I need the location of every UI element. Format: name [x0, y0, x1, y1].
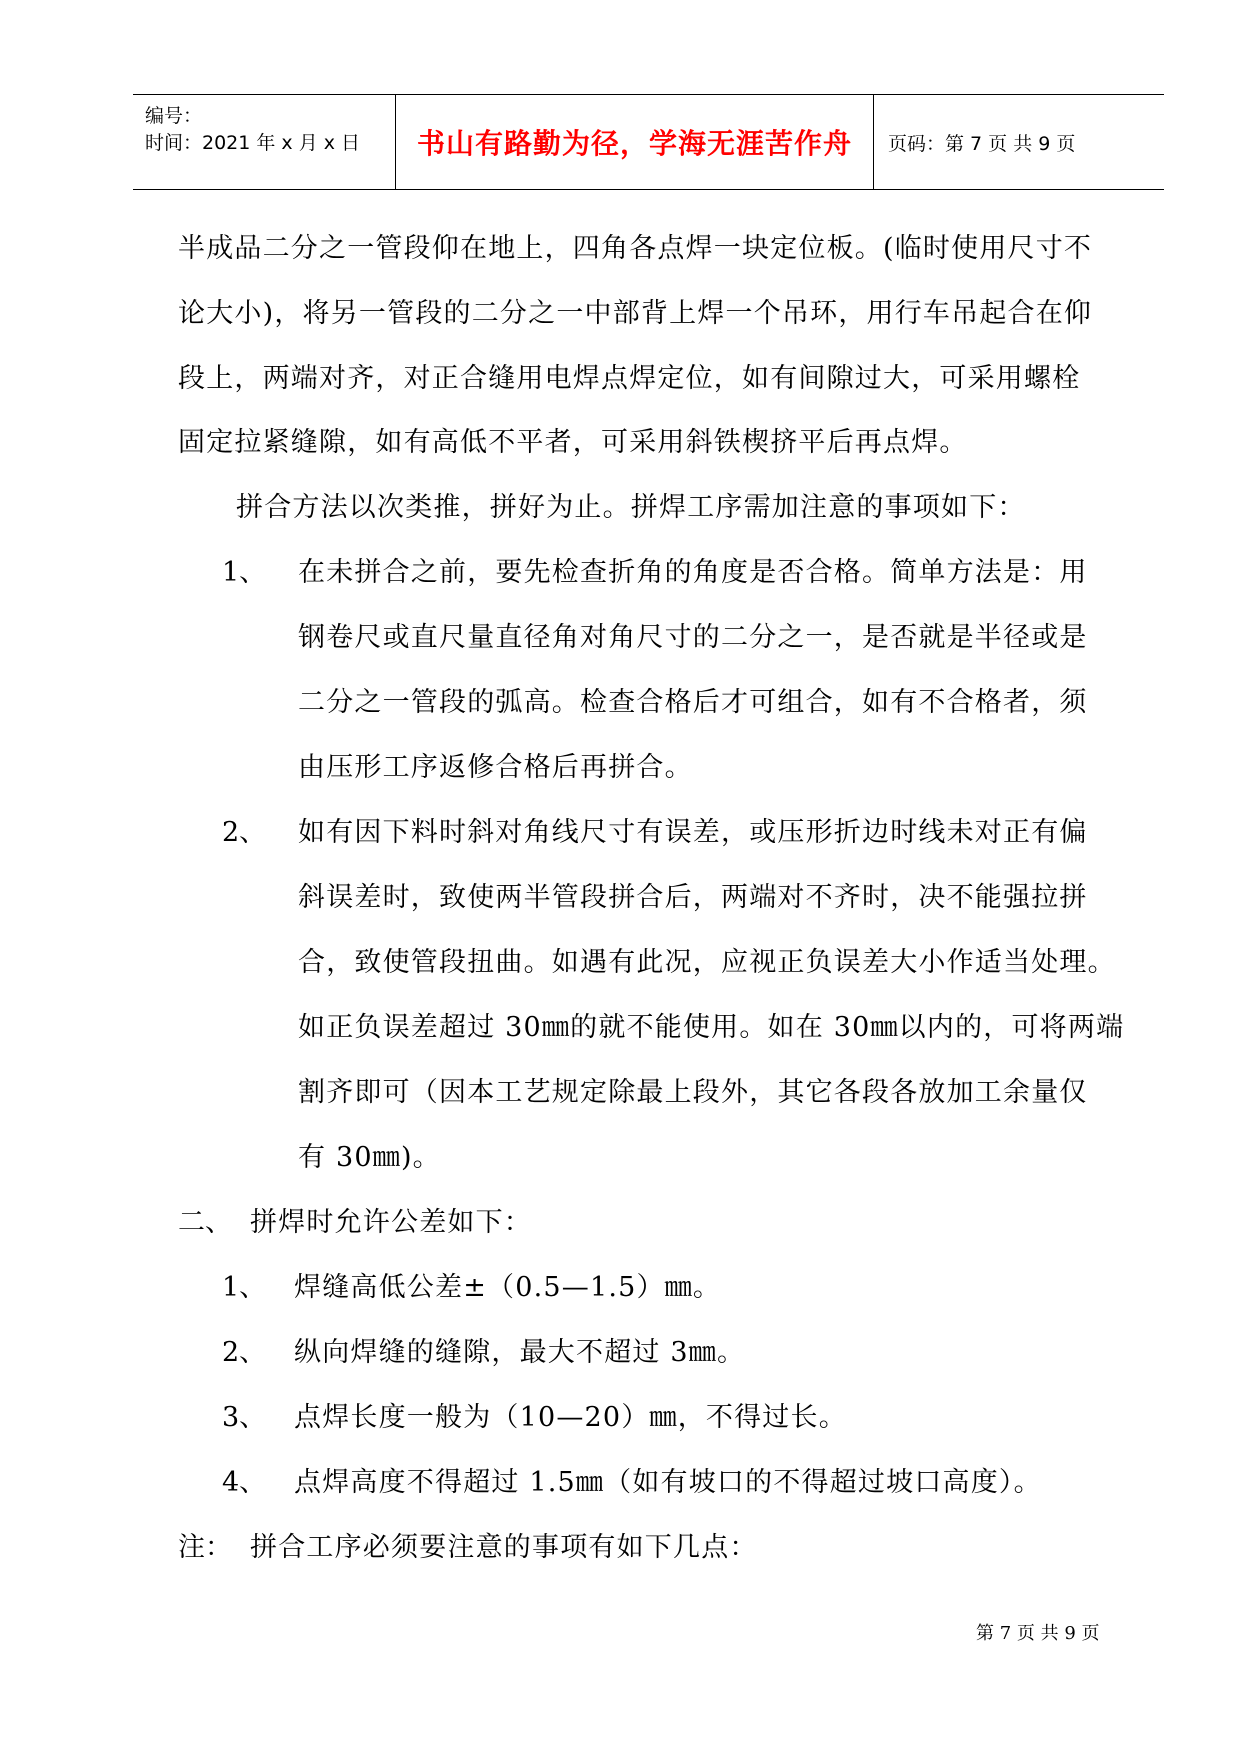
list-item-line: 割齐即可（因本工艺规定除最上段外，其它各段各放加工余量仅	[298, 1077, 1088, 1108]
header-page-cell	[874, 95, 1164, 189]
page-number-label: 页码：第 7 页 共 9 页	[888, 132, 1076, 155]
tolerance-item-text: 纵向焊缝的缝隙，最大不超过 3㎜。	[294, 1337, 746, 1368]
serial-number-label: 编号：	[145, 105, 203, 127]
tolerance-item-number: 4、	[222, 1467, 267, 1498]
tolerance-item-number: 2、	[222, 1337, 267, 1368]
list-item-line: 有 30㎜)。	[298, 1142, 441, 1173]
tolerance-item-text: 点焊长度一般为（10—20）㎜，不得过长。	[294, 1402, 847, 1433]
list-item-line: 钢卷尺或直尺量直径角对角尺寸的二分之一，是否就是半径或是	[298, 622, 1088, 653]
paragraph1-line: 论大小)，将另一管段的二分之一中部背上焊一个吊环，用行车吊起合在仰	[178, 298, 1093, 329]
list-item-line: 斜误差时，致使两半管段拼合后，两端对不齐时，决不能强拉拼	[298, 882, 1088, 913]
section-number: 二、	[178, 1207, 232, 1238]
list-item-line: 如有因下料时斜对角线尺寸有误差，或压形折边时线未对正有偏	[298, 817, 1088, 848]
tolerance-item-text: 焊缝高低公差±（0.5—1.5）㎜。	[294, 1272, 722, 1303]
list-item-line: 二分之一管段的弧高。检查合格后才可组合，如有不合格者，须	[298, 687, 1088, 718]
list-item-line: 合，致使管段扭曲。如遇有此况，应视正负误差大小作适当处理。	[298, 947, 1116, 978]
tolerance-item-number: 3、	[222, 1402, 267, 1433]
motto-text: 书山有路勤为径，学海无涯苦作舟	[416, 127, 852, 160]
paragraph2: 拼合方法以次类推，拼好为止。拼焊工序需加注意的事项如下：	[236, 492, 1026, 523]
list-item-line: 如正负误差超过 30㎜的就不能使用。如在 30㎜以内的，可将两端	[298, 1012, 1125, 1043]
paragraph1-line: 半成品二分之一管段仰在地上，四角各点焊一块定位板。(临时使用尺寸不	[178, 233, 1093, 264]
list-item-number: 2、	[222, 817, 267, 848]
header-motto-cell	[396, 95, 874, 189]
paragraph1-line: 段上，两端对齐，对正合缝用电焊点焊定位，如有间隙过大，可采用螺栓	[178, 363, 1081, 394]
note-label: 注：	[178, 1532, 232, 1563]
list-item-line: 在未拼合之前，要先检查折角的角度是否合格。简单方法是：用	[298, 557, 1088, 588]
header-meta-cell	[133, 95, 396, 189]
page-footer: 第 7 页 共 9 页	[976, 1623, 1100, 1644]
list-item-number: 1、	[222, 557, 267, 588]
section-title: 拼焊时允许公差如下：	[250, 1207, 532, 1238]
page-header	[133, 94, 1164, 190]
note-text: 拼合工序必须要注意的事项有如下几点：	[250, 1532, 758, 1563]
tolerance-item-text: 点焊高度不得超过 1.5㎜（如有坡口的不得超过坡口高度）。	[294, 1467, 1042, 1498]
time-label: 时间：2021 年 x 月 x 日	[145, 132, 361, 154]
paragraph1-line: 固定拉紧缝隙，如有高低不平者，可采用斜铁楔挤平后再点焊。	[178, 427, 968, 458]
list-item-line: 由压形工序返修合格后再拼合。	[298, 752, 693, 783]
tolerance-item-number: 1、	[222, 1272, 267, 1303]
